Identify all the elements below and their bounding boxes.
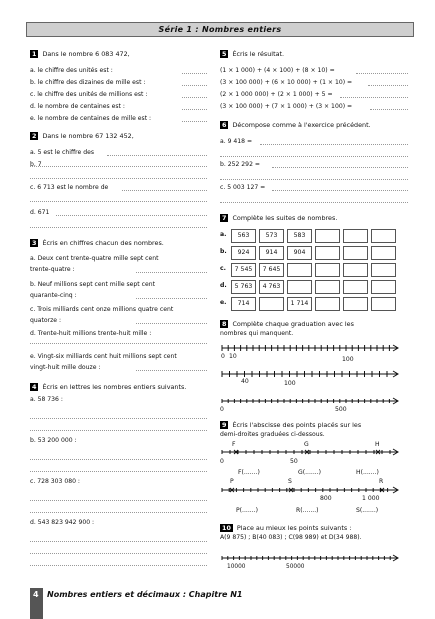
- ex10-prompt-2: A(9 875) ; B(40 083) ; C(98 989) et D(34 988).: [220, 534, 362, 541]
- sequence-row-label: d.: [220, 282, 227, 289]
- sequence-cell: 7 645: [259, 263, 284, 277]
- ex5-line-4: (3 × 100 000) + (7 × 1 000) + (3 × 100) =: [220, 103, 353, 110]
- ex3-e2: vingt-huit mille douze :: [30, 364, 101, 371]
- ex2-a: a. 5 est le chiffre des: [30, 149, 95, 156]
- ex2-b: b. 7: [30, 161, 42, 168]
- tick-label: 50: [290, 458, 298, 465]
- sequence-cell: 914: [259, 246, 284, 260]
- ex4-c: c. 728 303 080 :: [30, 478, 80, 485]
- ex6-b: b. 252 292 =: [220, 161, 260, 168]
- point-label-s: S: [288, 478, 292, 485]
- ex1-item-e: e. le nombre de centaines de mille est :: [30, 115, 152, 122]
- exercise-10-title: 10 Place au mieux les points suivants :: [222, 524, 352, 532]
- tick-label: 0: [220, 406, 224, 413]
- tick-label: 0: [221, 353, 225, 360]
- ex1-item-a: a. le chiffre des unités est :: [30, 67, 113, 74]
- ex3-c2: quatorze :: [30, 317, 62, 324]
- ex3-a2: trente-quatre :: [30, 266, 75, 273]
- answer-r[interactable]: R(.......): [296, 507, 319, 514]
- ex5-line-3: (2 × 1 000 000) + (2 × 1 000) + 5 =: [220, 91, 333, 98]
- sequence-cell: 563: [231, 229, 256, 243]
- exercise-5-title: 5 Écris le résultat.: [222, 50, 285, 58]
- tick-label: 500: [335, 406, 347, 413]
- chapter-title: Nombres entiers et décimaux : Chapitre N1: [47, 590, 243, 599]
- sequence-row-label: e.: [220, 299, 227, 306]
- ex4-b: b. 53 200 000 :: [30, 437, 77, 444]
- tick-label: 40: [241, 378, 249, 385]
- tick-label: 100: [284, 380, 296, 387]
- ex5-line-1: (1 × 1 000) + (4 × 100) + (8 × 10) =: [220, 67, 335, 74]
- answer-g[interactable]: G(.......): [298, 469, 322, 476]
- series-title: Série 1 : Nombres entiers: [26, 22, 414, 37]
- exercise-9-title: 9 Écris l'abscisse des points placés sur les: [222, 421, 362, 429]
- ex4-a: a. 58 736 :: [30, 396, 63, 403]
- ex3-e: e. Vingt-six milliards cent huit millions sept cent: [30, 353, 177, 360]
- exercise-8-title: 8 Complète chaque graduation avec les: [222, 320, 354, 328]
- ex9-prompt-2: demi-droites graduées ci-dessous.: [220, 431, 325, 438]
- exercise-7-title: 7 Complète les suites de nombres.: [222, 214, 338, 222]
- answer-f[interactable]: F(.......): [238, 469, 260, 476]
- exercise-number: 1: [32, 50, 37, 58]
- page-number: 4: [33, 590, 39, 599]
- point-label-g: G: [304, 441, 309, 448]
- answer-p[interactable]: P(.......): [236, 507, 258, 514]
- exercise-2-title: 2 Dans le nombre 67 132 452,: [32, 132, 134, 140]
- ex6-c: c. 5 003 127 =: [220, 184, 266, 191]
- ex2-d: d. 671: [30, 209, 50, 216]
- sequence-cell: 573: [259, 229, 284, 243]
- answer-s[interactable]: S(.......): [356, 507, 379, 514]
- ex1-item-c: c. le chiffre des unités de millions est :: [30, 91, 148, 98]
- ex3-d: d. Trente-huit millions trente-huit mille :: [30, 330, 152, 337]
- ex3-b: b. Neuf millions sept cent mille sept cent: [30, 281, 155, 288]
- ex5-line-2: (3 × 100 000) + (6 × 10 000) + (1 × 10) =: [220, 79, 353, 86]
- tick-label: 10: [229, 353, 237, 360]
- sequence-cell: 924: [231, 246, 256, 260]
- tick-label: 800: [320, 495, 332, 502]
- tick-label: 50000: [286, 564, 305, 570]
- point-label-p: P: [230, 478, 234, 485]
- ex1-item-b: b. le chiffre des dizaines de mille est :: [30, 79, 146, 86]
- point-label-r: R: [379, 478, 384, 485]
- ex1-item-d: d. le nombre de centaines est :: [30, 103, 125, 110]
- sequence-cell: 583: [287, 229, 312, 243]
- sequence-row-label: c.: [220, 265, 226, 272]
- tick-label: 100: [342, 356, 354, 363]
- sequence-cell: 714: [231, 297, 256, 311]
- tick-label: 10000: [227, 564, 246, 570]
- ex3-b2: quarante-cinq :: [30, 292, 77, 299]
- ex6-a: a. 9 418 =: [220, 138, 253, 145]
- answer-h[interactable]: H(.......): [356, 469, 379, 476]
- sequence-row-label: b.: [220, 248, 227, 255]
- ex8-prompt-2: nombres qui manquent.: [220, 330, 294, 337]
- point-label-f: F: [232, 441, 236, 448]
- ex2-c: c. 6 713 est le nombre de: [30, 184, 109, 191]
- sequence-cell: 5 763: [231, 280, 256, 294]
- point-label-h: H: [375, 441, 380, 448]
- ex3-c: c. Trois milliards cent onze millions quatre cent: [30, 306, 174, 313]
- exercise-6-title: 6 Décompose comme à l'exercice précédent.: [222, 121, 371, 129]
- exercise-4-title: 4 Écris en lettres les nombres entiers suivants.: [32, 383, 187, 391]
- tick-label: 0: [220, 458, 224, 465]
- tick-label: 1 000: [362, 495, 380, 502]
- exercise-3-title: 3 Écris en chiffres chacun des nombres.: [32, 239, 164, 247]
- sequence-cell: 1 714: [287, 297, 312, 311]
- sequence-cell: 4 763: [259, 280, 284, 294]
- sequence-row-label: a.: [220, 231, 227, 238]
- ex4-d: d. 543 823 942 900 :: [30, 519, 95, 526]
- sequence-cell: 7 545: [231, 263, 256, 277]
- exercise-prompt: Dans le nombre 6 083 472,: [42, 50, 130, 58]
- sequence-cell: 904: [287, 246, 312, 260]
- ex3-a: a. Deux cent trente-quatre mille sept cent: [30, 255, 159, 262]
